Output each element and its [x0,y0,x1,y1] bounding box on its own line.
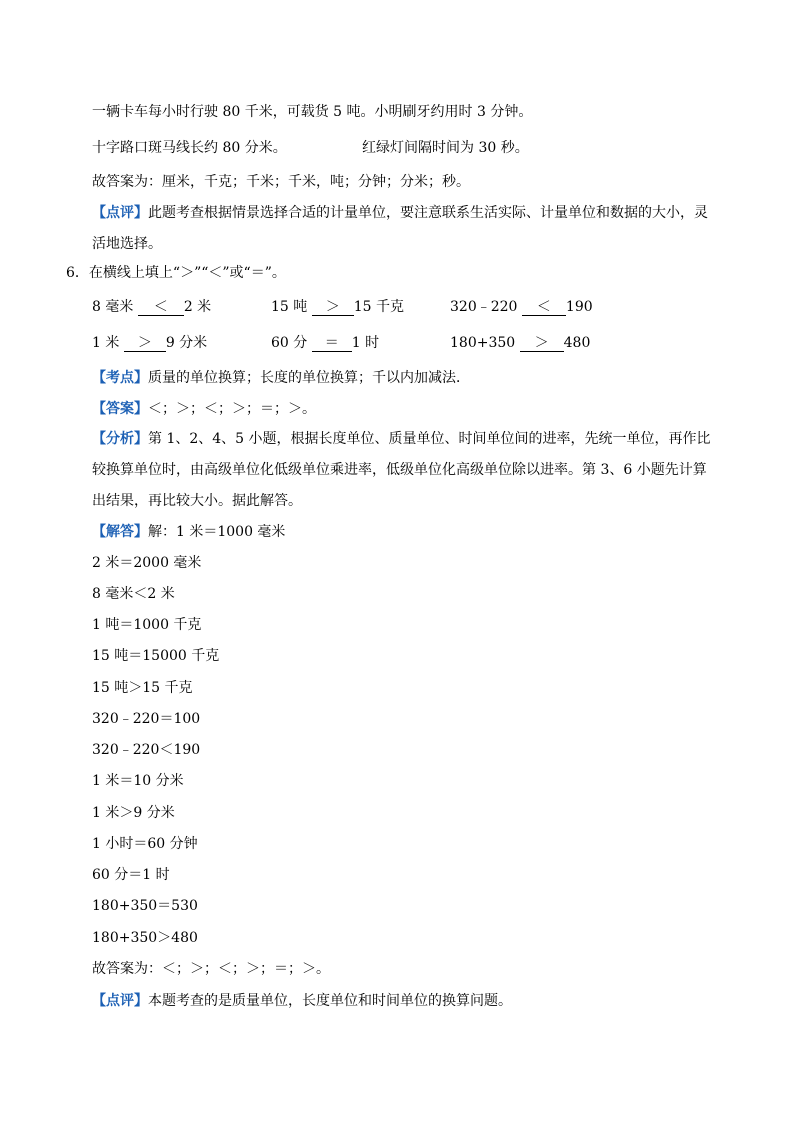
prev-line-2a: 十字路口斑马线长约 80 分米。 [92,140,287,156]
compare-item-5: 60 分 ＝ 1 时 [271,335,380,351]
kaodian-text: 质量的单位换算；长度的单位换算；千以内加减法． [148,370,470,386]
step-line: 1 小时＝60 分钟 [92,836,198,852]
compare-item-6: 180+350 ＞ 480 [450,335,591,351]
step-line: 320﹣220＝100 [92,711,201,727]
review-tag: 【点评】 [92,205,148,221]
step-line: 180+350＞480 [92,930,198,946]
kaodian-tag: 【考点】 [92,370,148,386]
review-text: 本题考查的是质量单位，长度单位和时间单位的换算问题。 [148,993,512,1009]
daan-line [92,400,316,418]
kaodian-line [92,369,470,387]
prev-review [92,198,714,260]
fenxi-tag: 【分析】 [92,431,148,447]
step-line: 180+350＝530 [92,898,198,914]
prev-answer: 故答案为：厘米，千克；千米；千米，吨；分钟；分米；秒。 [92,174,470,190]
q6-answer: 故答案为：＜；＞；＜；＞；＝；＞。 [92,961,330,977]
compare-item-3: 320﹣220 ＜ 190 [450,299,593,315]
step-line: 1 米＝10 分米 [92,773,184,789]
answer-blank: ＜ [138,299,184,316]
fenxi-paragraph [92,424,714,517]
step-line: 320﹣220＜190 [92,742,201,758]
step-line: 60 分＝1 时 [92,867,170,883]
question-6-title: 6．在横线上填上“＞”“＜”或“＝”。 [66,265,286,281]
compare-item-2: 15 吨 ＞ 15 千克 [271,299,404,315]
q6-review [92,992,512,1010]
prev-line-1: 一辆卡车每小时行驶 80 千米，可载货 5 吨。小明刷牙约用时 3 分钟。 [92,104,533,120]
step-line: 2 米＝2000 毫米 [92,555,202,571]
step-line: 15 吨＞15 千克 [92,680,193,696]
compare-item-4: 1 米 ＞ 9 分米 [92,335,208,351]
fenxi-text: 第 1、2、4、5 小题，根据长度单位、质量单位、时间单位间的进率，先统一单位，再作比较换算单位时，由高级单位化低级单位乘进率，低级单位化高级单位除以进率。第 3、6 小题先计算出结果，再比较大小。据此解答。 [92,431,711,509]
answer-blank: ＞ [312,299,354,316]
step-line: 15 吨＝15000 千克 [92,648,220,664]
jieda-text: 解：1 米＝1000 毫米 [148,524,286,540]
step-line: 1 吨＝1000 千克 [92,617,202,633]
review-tag: 【点评】 [92,993,148,1009]
compare-item-1: 8 毫米 ＜ 2 米 [92,299,212,315]
jieda-line [92,523,285,541]
review-text: 此题考查根据情景选择合适的计量单位，要注意联系生活实际、计量单位和数据的大小，灵活地选择。 [92,205,708,252]
prev-line-2b: 红绿灯间隔时间为 30 秒。 [362,140,529,156]
daan-text: ＜；＞；＜；＞；＝；＞。 [148,401,316,417]
step-line: 8 毫米＜2 米 [92,586,175,602]
answer-blank: ＞ [124,335,166,352]
daan-tag: 【答案】 [92,401,148,417]
step-line: 1 米＞9 分米 [92,805,175,821]
answer-blank: ＝ [312,335,352,352]
jieda-tag: 【解答】 [92,524,148,540]
answer-blank: ＜ [522,299,566,316]
answer-blank: ＞ [520,335,564,352]
